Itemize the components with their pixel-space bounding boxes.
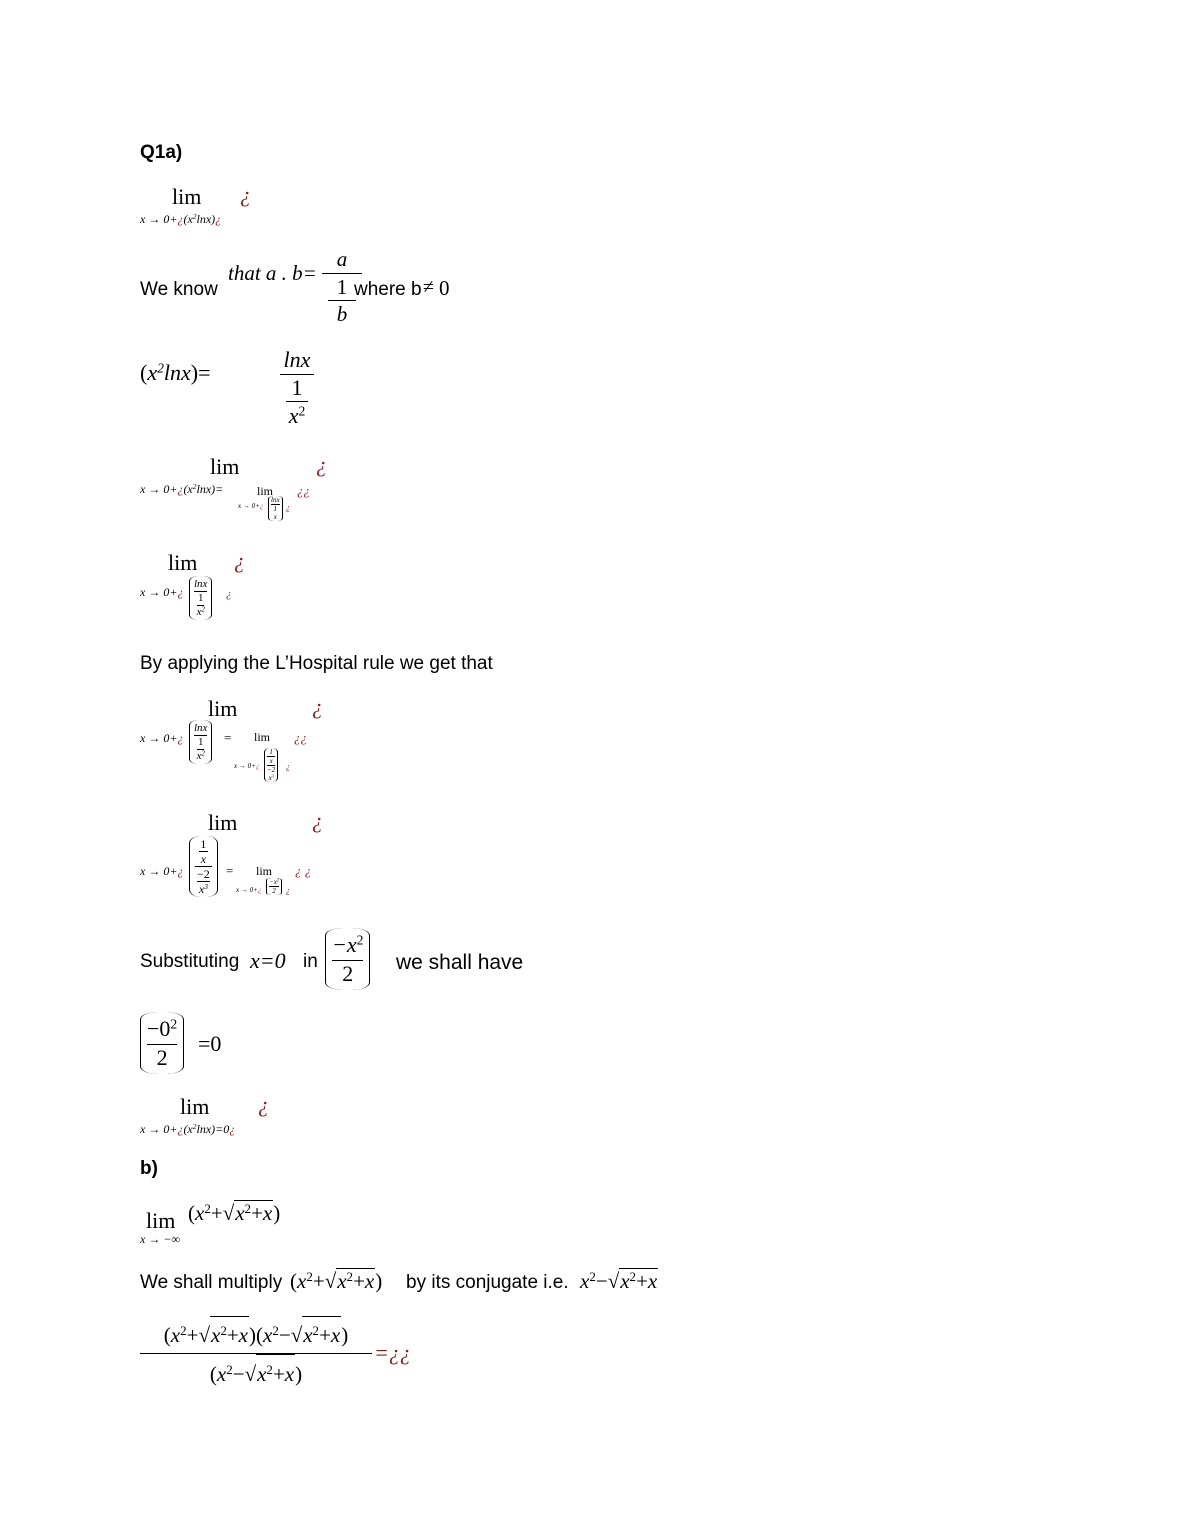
rewrite-equation: $(x^2\ln x)=$ lnx 1 $x^2$ <box>140 346 280 436</box>
limit-expression-3: lim ¿ x → 0+¿ lnx 1 $x^2$ ¿ <box>140 548 245 618</box>
question-b-heading: b) <box>140 1158 158 1179</box>
fraction-tail: =¿¿ <box>374 1340 411 1365</box>
substitution-statement: Substituting x=0 in $-x^2$ 2 we shall have <box>140 928 560 994</box>
lhospital-text: By applying the L’Hospital rule we get that <box>140 653 493 674</box>
substitution-value: x=0 <box>250 948 286 973</box>
lim-subscript: $x \to 0+¿(x^2\ln x)¿$ <box>140 211 222 226</box>
question-1a-heading: Q1a) <box>140 142 183 163</box>
rewrite-fraction: lnx 1 $x^2$ <box>280 346 314 430</box>
zero-value: 0 <box>439 276 450 300</box>
invalid-glyph: ¿ <box>240 182 251 207</box>
limit-expression-4: lim ¿ x → 0+¿ lnx 1 $x^2$ = lim x → 0+¿ 1 x −2 $x^3$ ¿ ¿¿ <box>140 694 323 782</box>
conjugate-fraction: $(x^2+√x^2+x)(x^2-√x^2+x)$ $(x^2-√x^2+x)$ =¿¿ <box>140 1316 440 1396</box>
identity-statement <box>140 246 560 332</box>
limit-expression-2: lim ¿ $x \to 0+¿(x^2\ln x)=$ lim x → 0+¿ lnx 1 x ¿ ¿¿ <box>140 452 327 521</box>
conjugate-statement: We shall multiply $(x^2+√x^2+x)$ by its conjugate i.e. $x^2-√x^2+x$ <box>140 1268 658 1293</box>
identity-fraction: a 1 b <box>322 246 362 328</box>
we-know-text: We know <box>140 279 218 300</box>
identity-lhs: that a . b= <box>228 261 317 285</box>
limit-expression-5: lim ¿ x → 0+¿ 1 x −2 $x^3$ = lim x → 0+¿ $-x^2$ 2 ¿ ¿ ¿ <box>140 808 323 896</box>
neq-symbol: ≠ <box>423 276 434 298</box>
limit-result: lim ¿ $x \to 0+¿(x^2\ln x)=0¿$ <box>140 1092 269 1136</box>
substitution-result: $-0^2$ 2 =0 <box>140 1012 260 1076</box>
where-text: where b <box>354 279 422 300</box>
lim-operator: lim <box>172 184 202 209</box>
limit-expression-1 <box>140 180 280 230</box>
limit-expression-b: lim x → −∞ $(x^2+√x^2+x)$ <box>140 1200 281 1246</box>
